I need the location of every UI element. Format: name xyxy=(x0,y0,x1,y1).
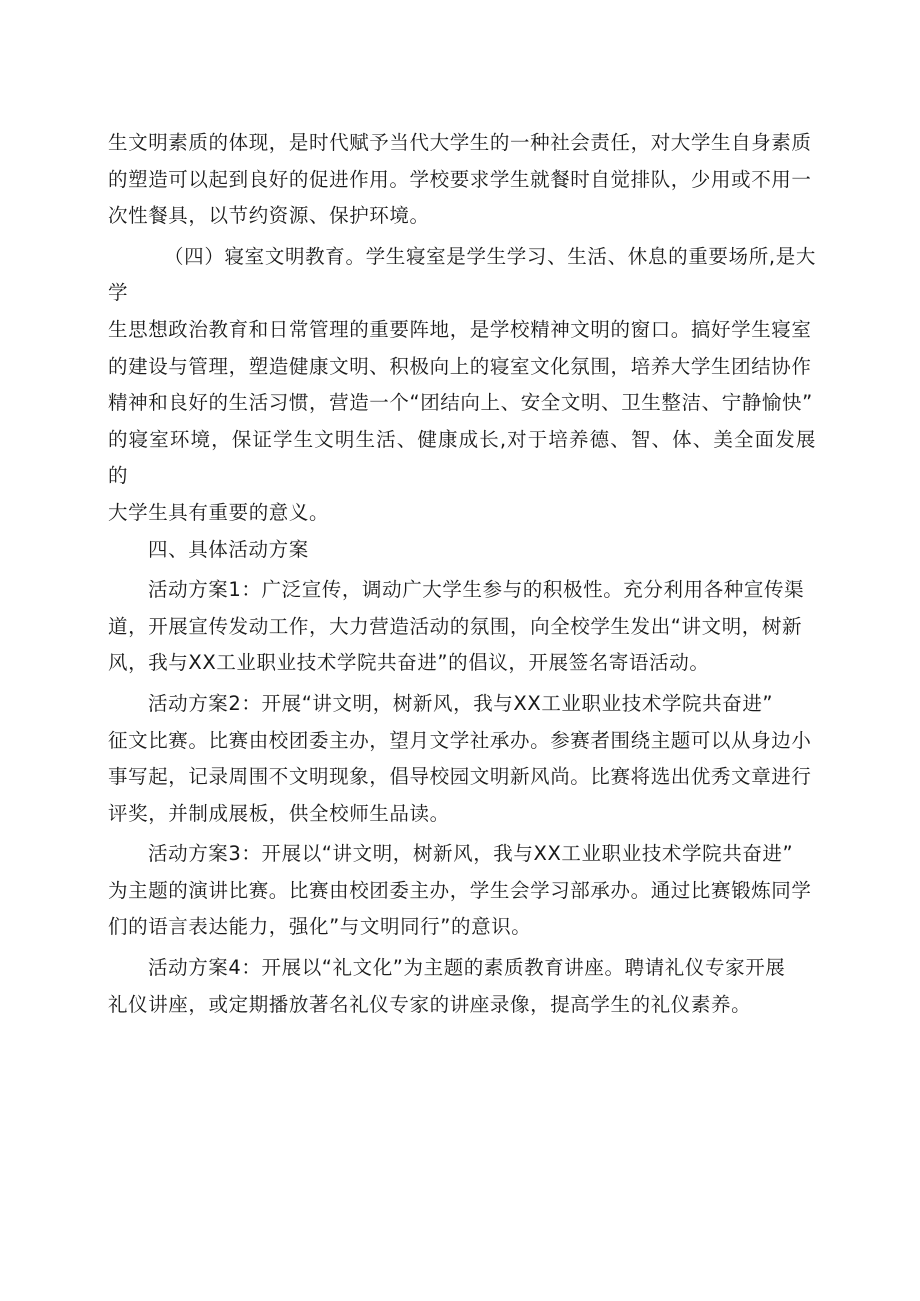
text-line: 风，我与XX工业职业技术学院共奋进”的倡议，开展签名寄语活动。 xyxy=(108,651,710,675)
text-line: 的建设与管理，塑造健康文明、积极向上的寝室文化氛围，培养大学生团结协作 xyxy=(108,354,812,378)
paragraph-plan-3 xyxy=(108,836,816,946)
text-line: 活动方案2：开展“讲文明，树新风，我与XX工业职业技术学院共奋进” xyxy=(148,691,774,715)
text-line: 大学生具有重要的意义。 xyxy=(108,500,330,524)
text-line: 生文明素质的体现，是时代赋予当代大学生的一种社会责任，对大学生自身素质 xyxy=(108,131,812,154)
text-line: 精神和良好的生活习惯，营造一个“团结向上、安全文明、卫生整洁、宁静愉快” xyxy=(108,391,813,415)
text-line: 道，开展宣传发动工作，大力营造活动的氛围，向全校学生发出“讲文明，树新 xyxy=(108,614,803,638)
text-line: 次性餐具，以节约资源、保护环境。 xyxy=(108,204,430,228)
text-line: （四）寝室文明教育。学生寝室是学生学习、生活、休息的重要场所,是大学 xyxy=(108,244,816,305)
text-line: 评奖，并制成展板，供全校师生品读。 xyxy=(108,801,450,825)
paragraph-plan-4 xyxy=(108,950,816,1023)
section-heading xyxy=(108,532,816,569)
text-line: 活动方案4：开展以“礼文化”为主题的素质教育讲座。聘请礼仪专家开展 xyxy=(148,956,786,980)
text-line: 活动方案3：开展以“讲文明，树新风，我与XX工业职业技术学院共奋进” xyxy=(148,842,794,866)
section-heading-text: 四、具体活动方案 xyxy=(148,537,309,561)
text-line: 的寝室环境，保证学生文明生活、健康成长,对于培养德、智、体、美全面发展的 xyxy=(108,427,816,488)
document-body xyxy=(108,125,816,1023)
paragraph-plan-1 xyxy=(108,572,816,682)
text-line: 为主题的演讲比赛。比赛由校团委主办，学生会学习部承办。通过比赛锻炼同学 xyxy=(108,878,812,902)
text-line: 们的语言表达能力，强化”与文明同行”的意识。 xyxy=(108,915,532,939)
paragraph-dorm-education xyxy=(108,239,816,532)
paragraph-continuation xyxy=(108,125,816,235)
text-line: 的塑造可以起到良好的促进作用。学校要求学生就餐时自觉排队，少用或不用一 xyxy=(108,167,812,191)
text-line: 礼仪讲座，或定期播放著名礼仪专家的讲座录像，提高学生的礼仪素养。 xyxy=(108,992,752,1016)
text-line: 事写起，记录周围不文明现象，倡导校园文明新风尚。比赛将选出优秀文章进行 xyxy=(108,765,812,789)
text-line: 生思想政治教育和日常管理的重要阵地，是学校精神文明的窗口。搞好学生寝室 xyxy=(108,317,812,341)
paragraph-plan-2 xyxy=(108,686,816,832)
text-line: 活动方案1：广泛宣传，调动广大学生参与的积极性。充分利用各种宣传渠 xyxy=(148,578,805,602)
text-line: 征文比赛。比赛由校团委主办，望月文学社承办。参赛者围绕主题可以从身边小 xyxy=(108,728,812,752)
